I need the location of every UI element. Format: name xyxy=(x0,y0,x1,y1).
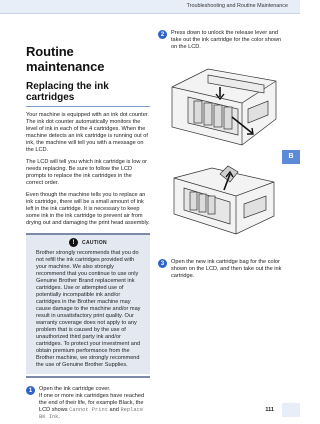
step-1 xyxy=(26,386,150,421)
step-1-and: and xyxy=(107,407,121,413)
step-number-icon: 3 xyxy=(158,259,167,268)
running-title: Troubleshooting and Routine Maintenance xyxy=(186,3,288,9)
step-2 xyxy=(158,30,282,51)
section-title: Routine maintenance xyxy=(26,44,105,74)
cartridge-removal-illustration xyxy=(168,164,280,246)
paragraph: Even though the machine tells you to replace an ink cartridge, there will be a small amount of ink left in the ink cartridge. It is necessary to keep some ink in the ink cartridge to prevent air from drying out and damaging the print head assembly. xyxy=(26,192,150,226)
step-3 xyxy=(158,259,282,280)
step-number-icon: 2 xyxy=(158,30,167,39)
step-1-line-1: Open the ink cartridge cover. xyxy=(39,386,111,392)
lcd-message-cannot-print: Cannot Print xyxy=(69,407,108,413)
chapter-tab: B xyxy=(282,150,300,164)
lcd-message-replace-ink: Replace BK Ink xyxy=(39,407,144,420)
page-number: 111 xyxy=(265,407,274,413)
page-number-band xyxy=(282,403,300,417)
subsection-title: Replacing the ink cartridges xyxy=(26,81,150,107)
machine-unlock-lever-illustration xyxy=(168,57,280,153)
caution-label: CAUTION xyxy=(82,239,107,246)
caution-bottom-rule xyxy=(26,376,150,378)
paragraph: The LCD will tell you which ink cartridge is low or needs replacing. Be sure to follow the LCD prompts to replace the ink cartridges in the correct order. xyxy=(26,159,147,186)
header-divider xyxy=(0,13,300,14)
paragraph: Your machine is equipped with an ink dot counter. The ink dot counter automatically monitors the level of ink in each of the 4 cartridges. When the machine detects an ink cartridge is running out of ink, the machine will tell you with a message on the LCD. xyxy=(26,112,149,153)
step-number-icon: 1 xyxy=(26,386,35,395)
caution-text: Brother strongly recommends that you do not refill the ink cartridges provided with your machine. We also strongly recommend that you continue to use only Genuine Brother Brand replacement ink cartridges. Use or attempted use of potentially incompatible ink and/or cartridges in the Brother machine may cause damage to the machine and/or may result in unsatisfactory print quality. Our warranty coverage does not apply to any problem that is caused by the use of unauthorized third party ink and/or cartridges. To protect your investment and obtain premium performance from the Brother machine, we strongly recommend the use of Genuine Brother Supplies. xyxy=(36,250,141,368)
step-text: Press down to unlock the release lever and take out the ink cartridge for the color shown on the LCD. xyxy=(171,30,282,50)
caution-icon: ! xyxy=(69,238,78,247)
step-text: Open the new ink cartridge bag for the color shown on the LCD, and then take out the ink cartridge. xyxy=(171,259,282,279)
caution-header xyxy=(26,238,150,247)
step-text xyxy=(39,386,150,421)
step-1-period: . xyxy=(58,414,60,420)
step-1-line-2: If one or more ink cartridges have reached the end of their life, for example Black, the LCD shows xyxy=(39,393,145,413)
caution-box xyxy=(26,233,150,374)
right-column xyxy=(158,22,282,280)
left-column xyxy=(26,40,150,421)
